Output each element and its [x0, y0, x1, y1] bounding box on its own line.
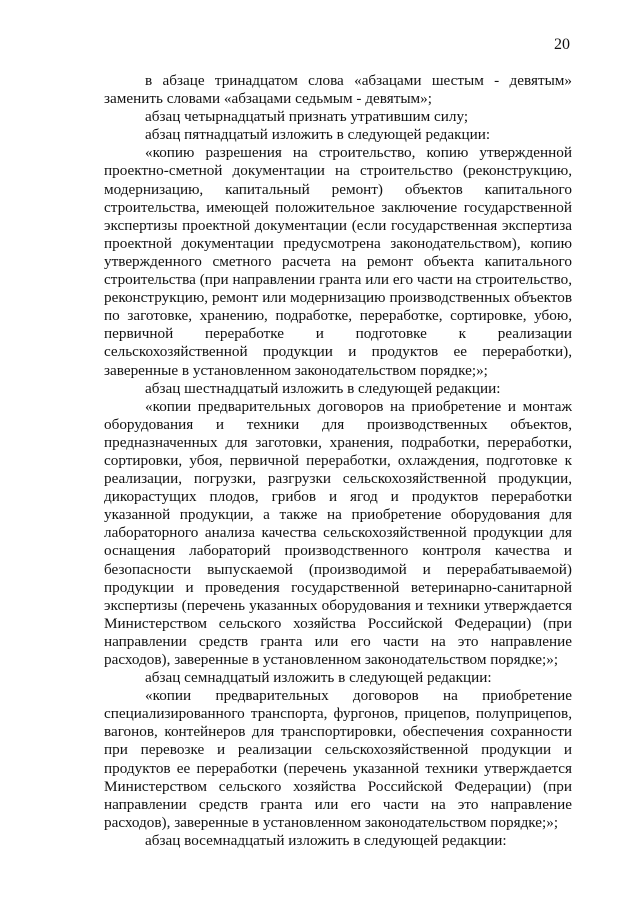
paragraph: абзац пятнадцатый изложить в следующей редакции: — [145, 126, 491, 144]
page-number: 20 — [554, 36, 570, 53]
paragraph: абзац шестнадцатый изложить в следующей редакции: — [145, 379, 501, 397]
paragraph: абзац семнадцатый изложить в следующей редакции: — [145, 669, 492, 687]
paragraph: «копию разрешения на строительство, копию утвержденной проектно-сметной документации на строительство (реконструкцию, модернизацию, капитальный ремонт) объектов капитального строительства, имеющей положительное заключение государственной экспертизы проектной документации (если государственная экспертиза проектной документации предусмотрена законодательством), копию утвержденного сметного расчета на ремонт объекта капитального строительства (при направлении гранта или его части на строительство, реконструкцию, ремонт или модернизацию производственных объектов по заготовке, хранению, подработке, переработке, сортировке, убою, первичной переработке и подготовке к реализации сельскохозяйственной продукции и продуктов ее переработки), заверенные в установленном законодательством порядке;»; — [104, 144, 572, 379]
paragraph: в абзаце тринадцатом слова «абзацами шестым - девятым» заменить словами «абзацами седьмым - девятым»; — [104, 72, 572, 108]
paragraph: «копии предварительных договоров на приобретение и монтаж оборудования и техники для производственных объектов, предназначенных для заготовки, хранения, подработки, переработки, сортировки, убоя, первичной переработки, охлаждения, подготовке к реализации, погрузки, разгрузки сельскохозяйственной продукции, дикорастущих плодов, грибов и ягод и продуктов переработки указанной продукции, а также на приобретение оборудования для лабораторного анализа качества сельскохозяйственной продукции для оснащения лабораторий производственного контроля качества и безопасности выпускаемой (производимой и перерабатываемой) продукции и проведения государственной ветеринарно-санитарной экспертизы (перечень указанных оборудования и техники утверждается Министерством сельского хозяйства Российской Федерации) (при направлении средств гранта или его части на это направление расходов), заверенные в установленном законодательством порядке;»; — [104, 397, 572, 668]
paragraph: «копии предварительных договоров на приобретение специализированного транспорта, фургонов, прицепов, полуприцепов, вагонов, контейнеров для транспортировки, обеспечения сохранности при перевозке и реализации сельскохозяйственной продукции и продуктов ее переработки (перечень указанной техники утверждается Министерством сельского хозяйства Российской Федерации) (при направлении средств гранта или его части на это направление расходов), заверенные в установленном законодательством порядке;»; — [104, 687, 572, 831]
paragraph: абзац восемнадцатый изложить в следующей редакции: — [145, 831, 507, 849]
paragraph: абзац четырнадцатый признать утратившим силу; — [145, 108, 469, 126]
document-body — [104, 72, 572, 850]
